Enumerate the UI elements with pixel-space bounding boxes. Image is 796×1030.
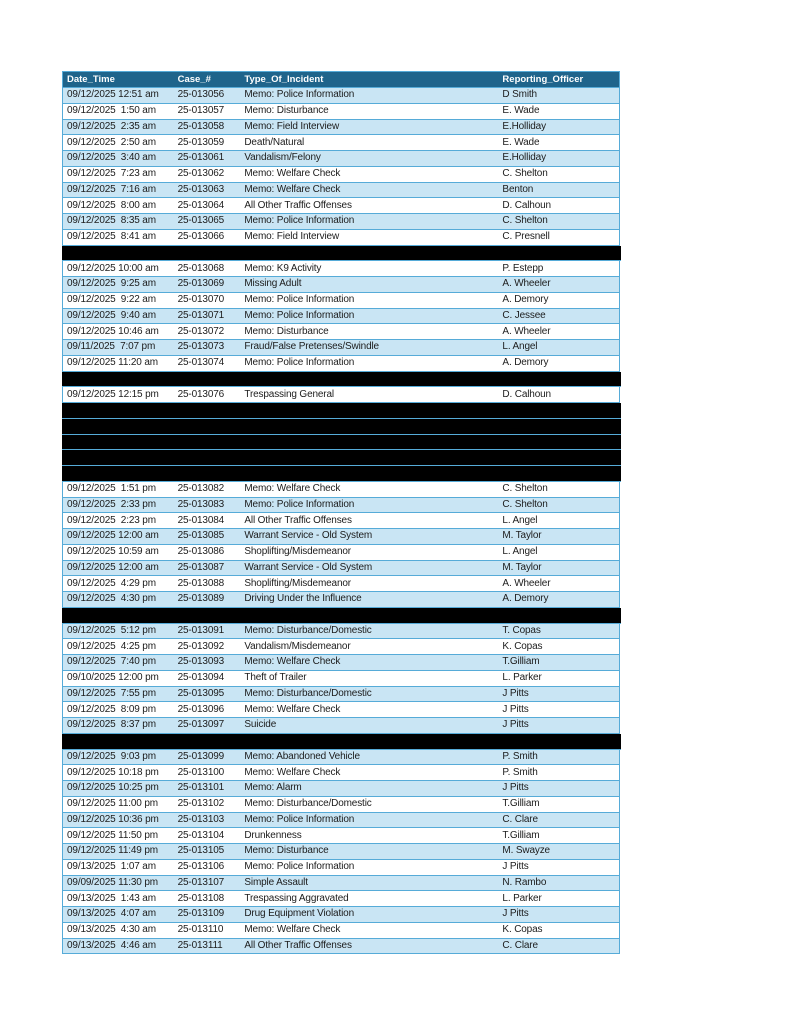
cell-incident-type: Memo: Welfare Check [244,483,341,495]
cell-date-time: 09/12/2025 9:40 am [67,309,156,321]
cell-date-time: 09/12/2025 4:25 pm [67,640,156,652]
cell-date-time: 09/12/2025 4:29 pm [67,577,156,589]
cell-date-time: 09/12/2025 10:59 am [67,546,159,558]
table-row [63,277,619,293]
cell-date-time: 09/12/2025 1:50 am [67,105,156,117]
cell-date-time: 09/13/2025 4:46 am [67,939,156,951]
cell-case-number: 25-013088 [177,577,225,589]
cell-date-time: 09/12/2025 12:15 pm [67,388,159,400]
cell-case-number: 25-013057 [177,105,225,117]
table-row [63,576,619,592]
cell-incident-type: Memo: Alarm [244,782,302,794]
table-row [63,198,619,214]
cell-case-number: 25-013091 [177,624,225,636]
table-row [63,167,619,183]
cell-date-time: 09/12/2025 7:55 pm [67,687,156,699]
table-row [63,907,619,923]
cell-date-time: 09/12/2025 8:35 am [67,215,156,227]
table-row-redacted [62,608,621,624]
column-header-date-time: Date_Time [67,74,115,85]
table-row [63,498,619,514]
cell-reporting-officer: T.Gilliam [502,829,540,841]
cell-reporting-officer: L. Parker [502,672,542,684]
cell-reporting-officer: D. Calhoun [502,199,551,211]
cell-case-number: 25-013095 [177,687,225,699]
cell-date-time: 09/12/2025 11:50 pm [67,829,158,841]
cell-reporting-officer: A. Demory [502,593,549,605]
cell-reporting-officer: K. Copas [502,640,543,652]
cell-incident-type: Memo: Welfare Check [244,183,341,195]
cell-incident-type: Memo: Disturbance [244,845,329,857]
cell-reporting-officer: J Pitts [502,719,529,731]
cell-reporting-officer: A. Wheeler [502,577,551,589]
cell-reporting-officer: A. Demory [502,294,549,306]
cell-reporting-officer: D Smith [502,89,537,101]
cell-case-number: 25-013103 [177,813,225,825]
cell-incident-type: Memo: Police Information [244,498,355,510]
cell-case-number: 25-013108 [177,892,225,904]
cell-case-number: 25-013062 [177,168,225,180]
cell-date-time: 09/12/2025 7:40 pm [67,656,156,668]
cell-reporting-officer: L. Angel [502,341,538,353]
cell-incident-type: Memo: Disturbance [244,105,329,117]
table-row-redacted [62,419,621,435]
cell-case-number: 25-013092 [177,640,225,652]
table-row [63,293,619,309]
cell-case-number: 25-013087 [177,561,225,573]
cell-reporting-officer: M. Taylor [502,561,542,573]
table-row [63,687,619,703]
cell-incident-type: Shoplifting/Misdemeanor [244,546,351,558]
cell-case-number: 25-013083 [177,498,225,510]
table-row [63,151,619,167]
cell-case-number: 25-013059 [177,136,225,148]
table-row [63,183,619,199]
cell-date-time: 09/12/2025 11:49 pm [67,845,158,857]
cell-incident-type: Warrant Service - Old System [244,561,373,573]
cell-date-time: 09/12/2025 4:30 pm [67,593,156,605]
table-row [63,655,619,671]
table-row [63,844,619,860]
cell-case-number: 25-013086 [177,546,225,558]
cell-date-time: 09/12/2025 11:00 pm [67,798,158,810]
table-row-redacted [62,403,621,419]
table-row [63,561,619,577]
cell-case-number: 25-013061 [177,152,225,164]
cell-incident-type: Memo: Abandoned Vehicle [244,750,360,762]
table-row [63,230,619,246]
table-row [63,340,619,356]
cell-case-number: 25-013094 [177,672,225,684]
cell-case-number: 25-013102 [177,798,225,810]
incident-table [62,71,620,954]
cell-reporting-officer: M. Taylor [502,530,542,542]
column-header-incident-type: Type_Of_Incident [244,74,324,85]
cell-reporting-officer: C. Shelton [502,498,548,510]
cell-date-time: 09/09/2025 11:30 pm [67,876,158,888]
cell-incident-type: Missing Adult [244,278,302,290]
table-row-redacted [62,466,621,482]
table-row [63,214,619,230]
table-row [63,828,619,844]
cell-reporting-officer: L. Angel [502,546,538,558]
cell-case-number: 25-013072 [177,325,225,337]
table-row [63,797,619,813]
cell-date-time: 09/13/2025 4:07 am [67,908,156,920]
cell-incident-type: Memo: K9 Activity [244,262,322,274]
table-row [63,781,619,797]
table-row [63,592,619,608]
cell-incident-type: Memo: Police Information [244,357,355,369]
cell-reporting-officer: A. Wheeler [502,325,551,337]
cell-date-time: 09/12/2025 8:37 pm [67,719,156,731]
cell-reporting-officer: D. Calhoun [502,388,551,400]
cell-case-number: 25-013105 [177,845,225,857]
cell-incident-type: Theft of Trailer [244,672,307,684]
cell-case-number: 25-013109 [177,908,225,920]
cell-date-time: 09/12/2025 12:00 am [67,561,159,573]
cell-case-number: 25-013099 [177,750,225,762]
cell-date-time: 09/12/2025 11:20 am [67,357,158,369]
table-row [63,718,619,734]
cell-case-number: 25-013069 [177,278,225,290]
cell-date-time: 09/12/2025 10:00 am [67,262,159,274]
cell-incident-type: Vandalism/Misdemeanor [244,640,351,652]
cell-reporting-officer: E.Holliday [502,152,546,164]
column-header-case-number: Case_# [177,74,211,85]
cell-reporting-officer: T.Gilliam [502,798,540,810]
cell-date-time: 09/12/2025 2:50 am [67,136,156,148]
cell-date-time: 09/12/2025 10:36 pm [67,813,159,825]
cell-incident-type: Vandalism/Felony [244,152,321,164]
cell-case-number: 25-013056 [177,89,225,101]
table-row-redacted [62,246,621,262]
cell-reporting-officer: C. Shelton [502,168,548,180]
cell-date-time: 09/10/2025 12:00 pm [67,672,159,684]
cell-date-time: 09/12/2025 2:33 pm [67,498,156,510]
table-row [63,545,619,561]
cell-reporting-officer: E.Holliday [502,120,546,132]
cell-case-number: 25-013101 [177,782,225,794]
cell-case-number: 25-013100 [177,766,225,778]
table-row [63,482,619,498]
cell-reporting-officer: J Pitts [502,861,529,873]
table-row [63,261,619,277]
cell-reporting-officer: A. Demory [502,357,549,369]
cell-reporting-officer: J Pitts [502,703,529,715]
cell-incident-type: Memo: Police Information [244,294,355,306]
table-header [63,72,619,88]
cell-case-number: 25-013104 [177,829,225,841]
cell-date-time: 09/13/2025 1:43 am [67,892,156,904]
cell-case-number: 25-013073 [177,341,225,353]
cell-incident-type: Memo: Field Interview [244,231,340,243]
cell-incident-type: All Other Traffic Offenses [244,199,352,211]
cell-date-time: 09/12/2025 9:03 pm [67,750,156,762]
cell-incident-type: Trespassing General [244,388,334,400]
table-row [63,876,619,892]
cell-date-time: 09/12/2025 3:40 am [67,152,156,164]
cell-case-number: 25-013089 [177,593,225,605]
cell-reporting-officer: Benton [502,183,534,195]
cell-case-number: 25-013110 [177,924,224,936]
cell-case-number: 25-013093 [177,656,225,668]
cell-date-time: 09/12/2025 10:18 pm [67,766,159,778]
cell-reporting-officer: A. Wheeler [502,278,551,290]
cell-incident-type: Memo: Police Information [244,861,355,873]
cell-reporting-officer: P. Estepp [502,262,544,274]
cell-reporting-officer: P. Smith [502,750,538,762]
table-row [63,750,619,766]
cell-incident-type: Memo: Police Information [244,89,355,101]
cell-date-time: 09/12/2025 12:51 am [67,89,159,101]
cell-date-time: 09/12/2025 10:25 pm [67,782,159,794]
cell-reporting-officer: T.Gilliam [502,656,540,668]
cell-incident-type: Memo: Police Information [244,813,355,825]
cell-incident-type: Memo: Police Information [244,215,355,227]
table-row [63,765,619,781]
cell-incident-type: All Other Traffic Offenses [244,514,352,526]
cell-incident-type: Memo: Welfare Check [244,656,341,668]
cell-date-time: 09/13/2025 1:07 am [67,861,156,873]
cell-reporting-officer: K. Copas [502,924,543,936]
table-row [63,702,619,718]
cell-incident-type: Fraud/False Pretenses/Swindle [244,341,379,353]
cell-case-number: 25-013071 [177,309,225,321]
cell-incident-type: Memo: Welfare Check [244,924,341,936]
cell-case-number: 25-013096 [177,703,225,715]
cell-case-number: 25-013064 [177,199,225,211]
cell-case-number: 25-013065 [177,215,225,227]
cell-date-time: 09/13/2025 4:30 am [67,924,156,936]
cell-reporting-officer: C. Jessee [502,309,546,321]
cell-reporting-officer: C. Shelton [502,215,548,227]
cell-incident-type: Simple Assault [244,876,308,888]
cell-incident-type: Memo: Disturbance [244,325,329,337]
table-row [63,324,619,340]
cell-reporting-officer: J Pitts [502,908,529,920]
table-row [63,813,619,829]
table-row [63,513,619,529]
table-row [63,624,619,640]
cell-date-time: 09/12/2025 7:16 am [67,183,156,195]
cell-case-number: 25-013063 [177,183,225,195]
cell-case-number: 25-013082 [177,483,225,495]
cell-incident-type: Driving Under the Influence [244,593,362,605]
table-row [63,104,619,120]
table-row [63,923,619,939]
table-row [63,309,619,325]
cell-incident-type: Suicide [244,719,277,731]
cell-incident-type: Memo: Welfare Check [244,766,341,778]
table-row [63,529,619,545]
cell-reporting-officer: P. Smith [502,766,538,778]
cell-case-number: 25-013084 [177,514,225,526]
cell-date-time: 09/12/2025 2:35 am [67,120,156,132]
cell-case-number: 25-013066 [177,231,225,243]
cell-case-number: 25-013106 [177,861,225,873]
cell-date-time: 09/11/2025 7:07 pm [67,341,156,353]
cell-incident-type: Death/Natural [244,136,305,148]
cell-case-number: 25-013074 [177,357,225,369]
cell-incident-type: Memo: Disturbance/Domestic [244,798,372,810]
cell-date-time: 09/12/2025 2:23 pm [67,514,156,526]
cell-reporting-officer: L. Parker [502,892,542,904]
cell-incident-type: Memo: Police Information [244,309,355,321]
cell-reporting-officer: C. Clare [502,939,538,951]
cell-case-number: 25-013097 [177,719,225,731]
cell-date-time: 09/12/2025 8:09 pm [67,703,156,715]
cell-incident-type: Memo: Welfare Check [244,168,341,180]
cell-reporting-officer: C. Shelton [502,483,548,495]
cell-date-time: 09/12/2025 9:25 am [67,278,156,290]
cell-reporting-officer: J Pitts [502,687,529,699]
table-row-redacted [62,450,621,466]
cell-reporting-officer: M. Swayze [502,845,550,857]
cell-case-number: 25-013111 [177,939,223,951]
cell-date-time: 09/12/2025 5:12 pm [67,624,156,636]
cell-date-time: 09/12/2025 12:00 am [67,530,159,542]
table-row-redacted [62,734,621,750]
table-body [63,88,619,954]
cell-case-number: 25-013070 [177,294,225,306]
cell-date-time: 09/12/2025 8:00 am [67,199,156,211]
cell-incident-type: Memo: Disturbance/Domestic [244,624,372,636]
cell-case-number: 25-013076 [177,388,225,400]
table-row [63,88,619,104]
cell-incident-type: Drug Equipment Violation [244,908,354,920]
cell-incident-type: Trespassing Aggravated [244,892,349,904]
cell-date-time: 09/12/2025 1:51 pm [67,483,156,495]
table-row [63,135,619,151]
cell-incident-type: Memo: Disturbance/Domestic [244,687,372,699]
cell-date-time: 09/12/2025 8:41 am [67,231,156,243]
table-row [63,120,619,136]
table-row-redacted [62,372,621,388]
cell-incident-type: Warrant Service - Old System [244,530,373,542]
cell-reporting-officer: E. Wade [502,136,540,148]
cell-reporting-officer: C. Presnell [502,231,550,243]
cell-reporting-officer: N. Rambo [502,876,547,888]
table-row [63,671,619,687]
cell-date-time: 09/12/2025 9:22 am [67,294,156,306]
cell-reporting-officer: L. Angel [502,514,538,526]
cell-case-number: 25-013107 [177,876,225,888]
cell-reporting-officer: C. Clare [502,813,538,825]
table-row [63,387,619,403]
cell-case-number: 25-013085 [177,530,225,542]
cell-incident-type: Memo: Welfare Check [244,703,341,715]
cell-case-number: 25-013058 [177,120,225,132]
cell-date-time: 09/12/2025 10:46 am [67,325,159,337]
cell-reporting-officer: T. Copas [502,624,541,636]
table-row [63,891,619,907]
table-row [63,939,619,955]
cell-incident-type: Memo: Field Interview [244,120,340,132]
table-row [63,639,619,655]
cell-incident-type: Drunkenness [244,829,302,841]
cell-reporting-officer: J Pitts [502,782,529,794]
cell-incident-type: Shoplifting/Misdemeanor [244,577,351,589]
table-row-redacted [62,435,621,451]
column-header-reporting-officer: Reporting_Officer [502,74,584,85]
cell-case-number: 25-013068 [177,262,225,274]
table-row [63,860,619,876]
cell-date-time: 09/12/2025 7:23 am [67,168,156,180]
cell-reporting-officer: E. Wade [502,105,540,117]
cell-incident-type: All Other Traffic Offenses [244,939,352,951]
table-row [63,356,619,372]
